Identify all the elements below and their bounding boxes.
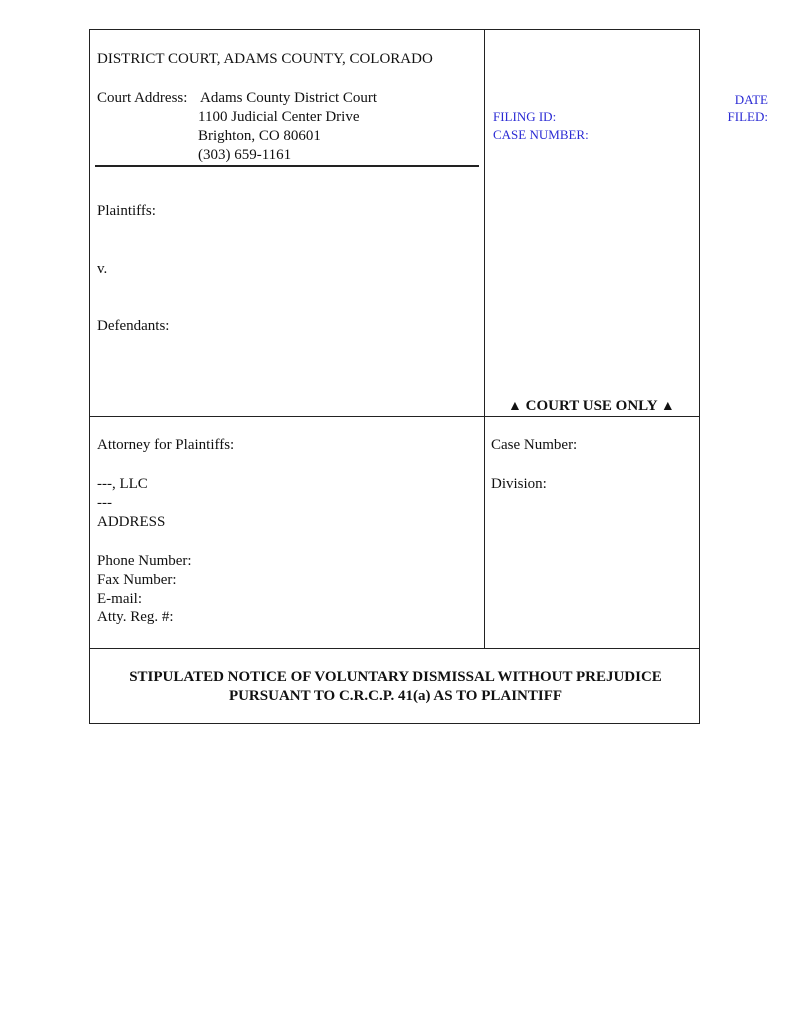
attorney-firm: ---, LLC	[97, 476, 148, 492]
date-label: DATE	[734, 92, 768, 107]
division-label: Division:	[491, 476, 547, 492]
document-title-line2: PURSUANT TO C.R.C.P. 41(a) AS TO PLAINTIFF	[228, 688, 563, 704]
attorney-phone-label: Phone Number:	[97, 553, 192, 569]
triangle-up-icon: ▲	[660, 399, 675, 414]
address-divider	[95, 165, 479, 167]
row-divider-parties	[90, 416, 699, 417]
date-filed-stamp	[700, 91, 768, 125]
court-use-only	[508, 398, 675, 415]
row-divider-attorney	[90, 648, 699, 649]
defendants-label: Defendants:	[97, 318, 170, 334]
attorney-heading: Attorney for Plaintiffs:	[97, 437, 235, 453]
case-number-filing-label: CASE NUMBER:	[493, 127, 589, 142]
attorney-address: ADDRESS	[97, 514, 166, 530]
filing-id-label: FILING ID:	[493, 109, 557, 124]
attorney-email-label: E-mail:	[97, 591, 142, 607]
case-number-label: Case Number:	[491, 437, 578, 453]
court-name: DISTRICT COURT, ADAMS COUNTY, COLORADO	[97, 51, 433, 67]
filed-label: FILED:	[727, 109, 768, 124]
court-phone: (303) 659-1161	[198, 147, 292, 163]
column-divider	[484, 30, 485, 648]
court-address-line1: Adams County District Court	[200, 90, 378, 106]
attorney-reg-label: Atty. Reg. #:	[97, 609, 174, 625]
triangle-up-icon: ▲	[508, 399, 522, 414]
document-title-line1: STIPULATED NOTICE OF VOLUNTARY DISMISSAL WITHOUT PREJUDICE	[129, 669, 662, 685]
plaintiffs-label: Plaintiffs:	[97, 203, 156, 219]
attorney-name: ---	[97, 495, 112, 511]
caption-table	[89, 29, 700, 724]
court-address-label: Court Address:	[97, 90, 188, 106]
court-address-line2: 1100 Judicial Center Drive	[198, 109, 360, 125]
attorney-fax-label: Fax Number:	[97, 572, 177, 588]
versus-label: v.	[97, 261, 108, 277]
court-use-label: COURT USE ONLY	[525, 398, 658, 414]
document-title	[90, 668, 701, 706]
court-address-line3: Brighton, CO 80601	[198, 128, 321, 144]
